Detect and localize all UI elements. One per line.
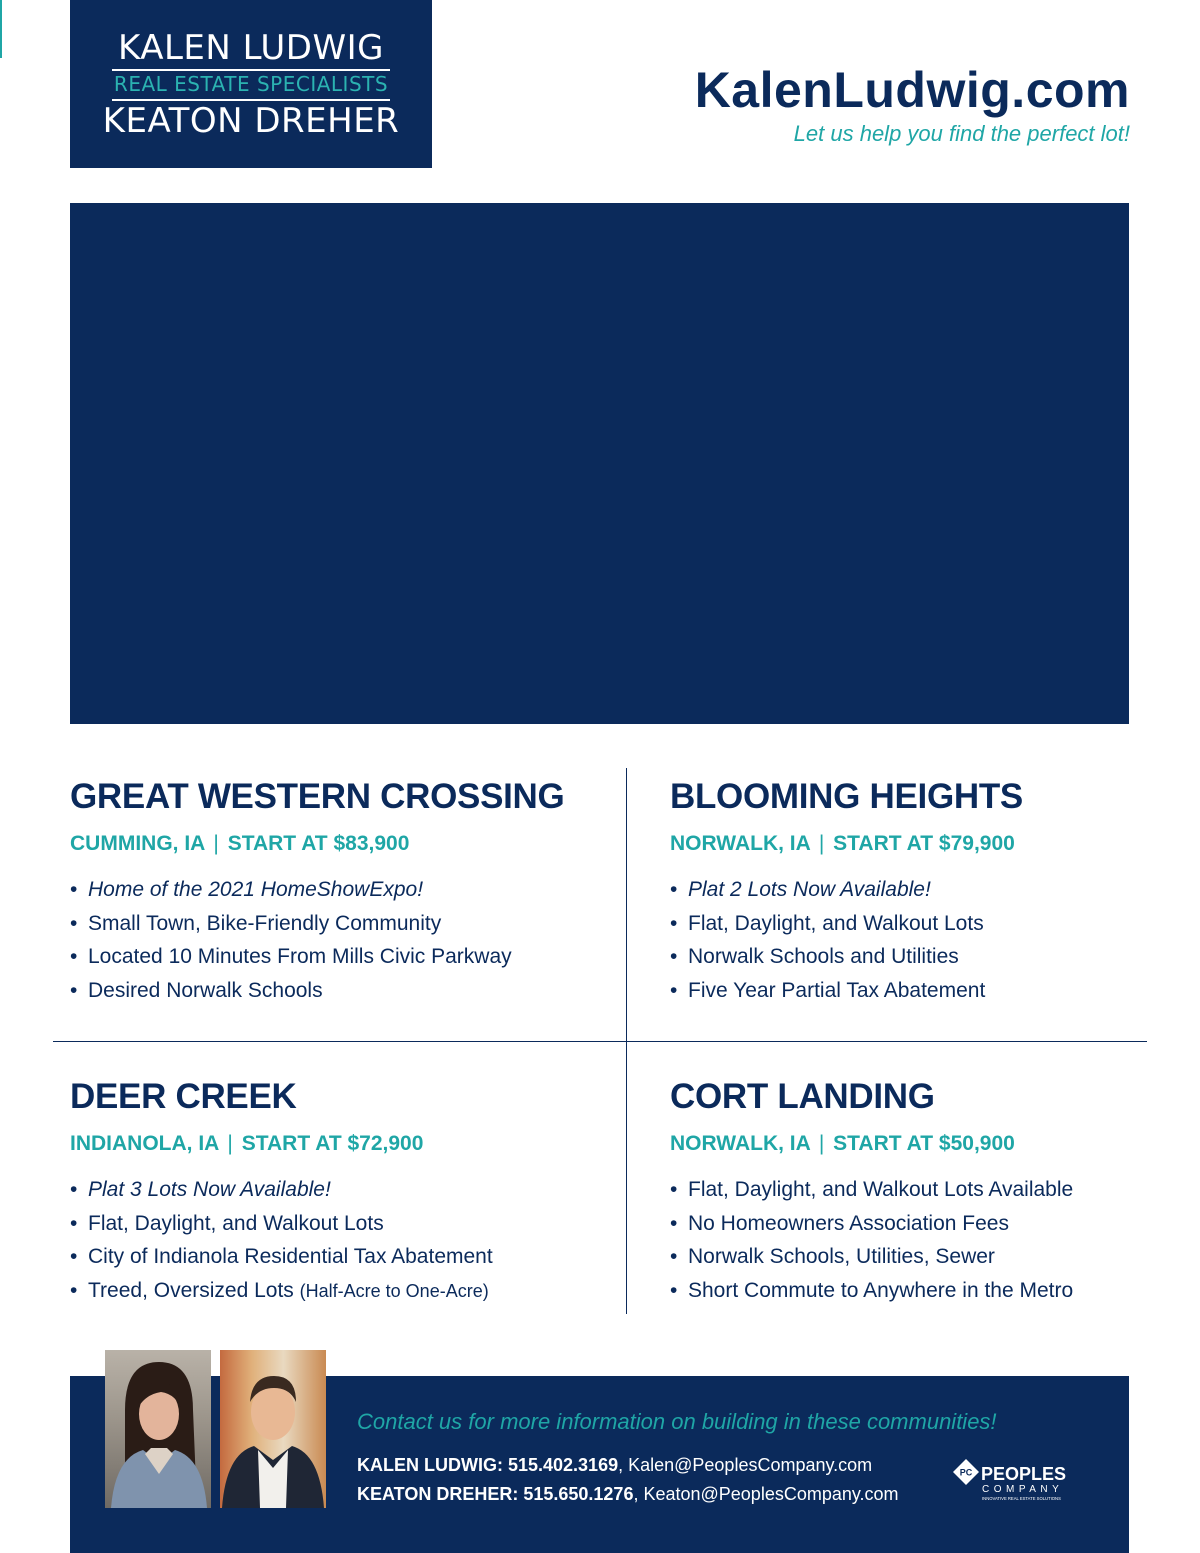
community-title: CORT LANDING (670, 1077, 935, 1116)
feature-text: Five Year Partial Tax Abatement (688, 978, 986, 1002)
person-photo-kalen-graphic (105, 1350, 211, 1508)
feature-list (670, 873, 1200, 1007)
feature-item (670, 907, 1200, 941)
bullet: • (670, 978, 678, 1002)
community-title: DEER CREEK (70, 1077, 297, 1116)
feature-item (670, 873, 1200, 907)
community-cort-landing (670, 1077, 1200, 1307)
contact-keaton-email[interactable]: , Keaton@PeoplesCompany.com (633, 1484, 899, 1504)
contact-kalen (357, 1453, 872, 1477)
person-photo-keaton-graphic (220, 1350, 326, 1508)
logo-brand-name: PEOPLES (981, 1464, 1067, 1484)
feature-text: Plat 2 Lots Now Available! (688, 878, 931, 901)
logo-tagline: REAL ESTATE SPECIALISTS (113, 72, 389, 96)
feature-list (70, 873, 610, 1007)
feature-text: Plat 3 Lots Now Available! (88, 1178, 331, 1201)
logo-badge: PC (959, 1467, 973, 1478)
feature-text: Flat, Daylight, and Walkout Lots (688, 911, 984, 935)
feature-item (670, 1240, 1200, 1274)
logo-divider-top (112, 69, 390, 71)
feature-text: Located 10 Minutes From Mills Civic Parkway (88, 945, 512, 968)
bullet: • (70, 978, 78, 1002)
bullet: • (670, 1278, 678, 1302)
feature-item (670, 974, 1200, 1008)
feature-item (70, 907, 610, 941)
bullet: • (670, 1245, 678, 1268)
peoples-company-logo (952, 1458, 1102, 1504)
contact-kalen-email[interactable]: , Kalen@PeoplesCompany.com (618, 1455, 873, 1475)
community-price: START AT $50,900 (833, 1132, 1015, 1155)
feature-list (670, 1173, 1200, 1307)
community-location-price (670, 1131, 1200, 1157)
bullet: • (70, 1211, 78, 1235)
separator: | (227, 1132, 233, 1155)
community-location: NORWALK, IA (670, 1132, 810, 1155)
feature-text: City of Indianola Residential Tax Abatement (88, 1245, 493, 1268)
community-deer-creek (70, 1077, 610, 1308)
bullet: • (70, 1178, 78, 1201)
bullet: • (70, 911, 78, 935)
bullet: • (70, 878, 78, 901)
community-location: INDIANOLA, IA (70, 1132, 219, 1155)
community-price: START AT $83,900 (227, 832, 410, 855)
community-title: BLOOMING HEIGHTS (670, 777, 1023, 816)
person-photo-kalen (105, 1350, 211, 1508)
community-price: START AT $72,900 (241, 1132, 424, 1155)
community-title: GREAT WESTERN CROSSING (70, 777, 565, 816)
feature-item (670, 1173, 1200, 1207)
feature-item (70, 1240, 610, 1274)
logo-brand-sub: COMPANY (982, 1484, 1064, 1495)
community-location: CUMMING, IA (70, 832, 205, 855)
feature-text: No Homeowners Association Fees (688, 1211, 1009, 1235)
feature-item (70, 1274, 610, 1309)
feature-item (670, 1207, 1200, 1241)
feature-item (670, 1274, 1200, 1308)
community-great-western-crossing (70, 777, 610, 1007)
community-price: START AT $79,900 (833, 832, 1015, 855)
contact-kalen-label[interactable]: KALEN LUDWIG: 515.402.3169 (357, 1455, 619, 1475)
corner-accent-mark (0, 0, 2, 58)
logo-name-keaton: KEATON DREHER (102, 101, 400, 141)
separator: | (818, 1132, 825, 1155)
horizontal-divider (53, 1041, 1147, 1042)
feature-text: Norwalk Schools, Utilities, Sewer (688, 1245, 995, 1268)
separator: | (818, 832, 825, 855)
bullet: • (670, 1178, 678, 1201)
feature-text: Desired Norwalk Schools (88, 978, 323, 1002)
community-location: NORWALK, IA (670, 832, 810, 855)
feature-item (70, 1207, 610, 1241)
community-location-price (70, 831, 610, 857)
separator: | (213, 832, 219, 855)
contact-keaton (357, 1482, 899, 1506)
feature-text: Short Commute to Anywhere in the Metro (688, 1278, 1074, 1302)
feature-item (70, 940, 610, 974)
logo-name-kalen: KALEN LUDWIG (118, 28, 384, 68)
feature-list (70, 1173, 610, 1308)
feature-text: Home of the 2021 HomeShowExpo! (88, 878, 424, 901)
person-photo-keaton (220, 1350, 326, 1508)
feature-note: (Half-Acre to One-Acre) (299, 1280, 489, 1301)
community-location-price (670, 831, 1200, 857)
bullet: • (670, 878, 678, 901)
bullet: • (70, 1245, 78, 1268)
hero-image-placeholder (70, 203, 1129, 724)
community-location-price (70, 1131, 610, 1157)
feature-item (670, 940, 1200, 974)
bullet: • (670, 1211, 678, 1235)
website-url[interactable]: KalenLudwig.com (694, 62, 1130, 118)
feature-text: Flat, Daylight, and Walkout Lots Available (688, 1178, 1074, 1201)
contact-keaton-label[interactable]: KEATON DREHER: 515.650.1276 (357, 1484, 634, 1504)
feature-text: Small Town, Bike-Friendly Community (88, 911, 442, 935)
bullet: • (70, 1278, 78, 1302)
feature-text: Treed, Oversized Lots (88, 1278, 294, 1302)
feature-text: Norwalk Schools and Utilities (688, 945, 959, 968)
logo-brand-tiny: INNOVATIVE REAL ESTATE SOLUTIONS (982, 1496, 1061, 1501)
contact-cta: Contact us for more information on building in these communities! (357, 1409, 997, 1434)
feature-text: Flat, Daylight, and Walkout Lots (88, 1211, 384, 1235)
header-tagline: Let us help you find the perfect lot! (793, 121, 1130, 146)
community-blooming-heights (670, 777, 1200, 1007)
brand-logo-block (70, 0, 432, 168)
bullet: • (670, 945, 678, 968)
feature-item (70, 873, 610, 907)
bullet: • (70, 945, 78, 968)
feature-item (70, 1173, 610, 1207)
feature-item (70, 974, 610, 1008)
bullet: • (670, 911, 678, 935)
